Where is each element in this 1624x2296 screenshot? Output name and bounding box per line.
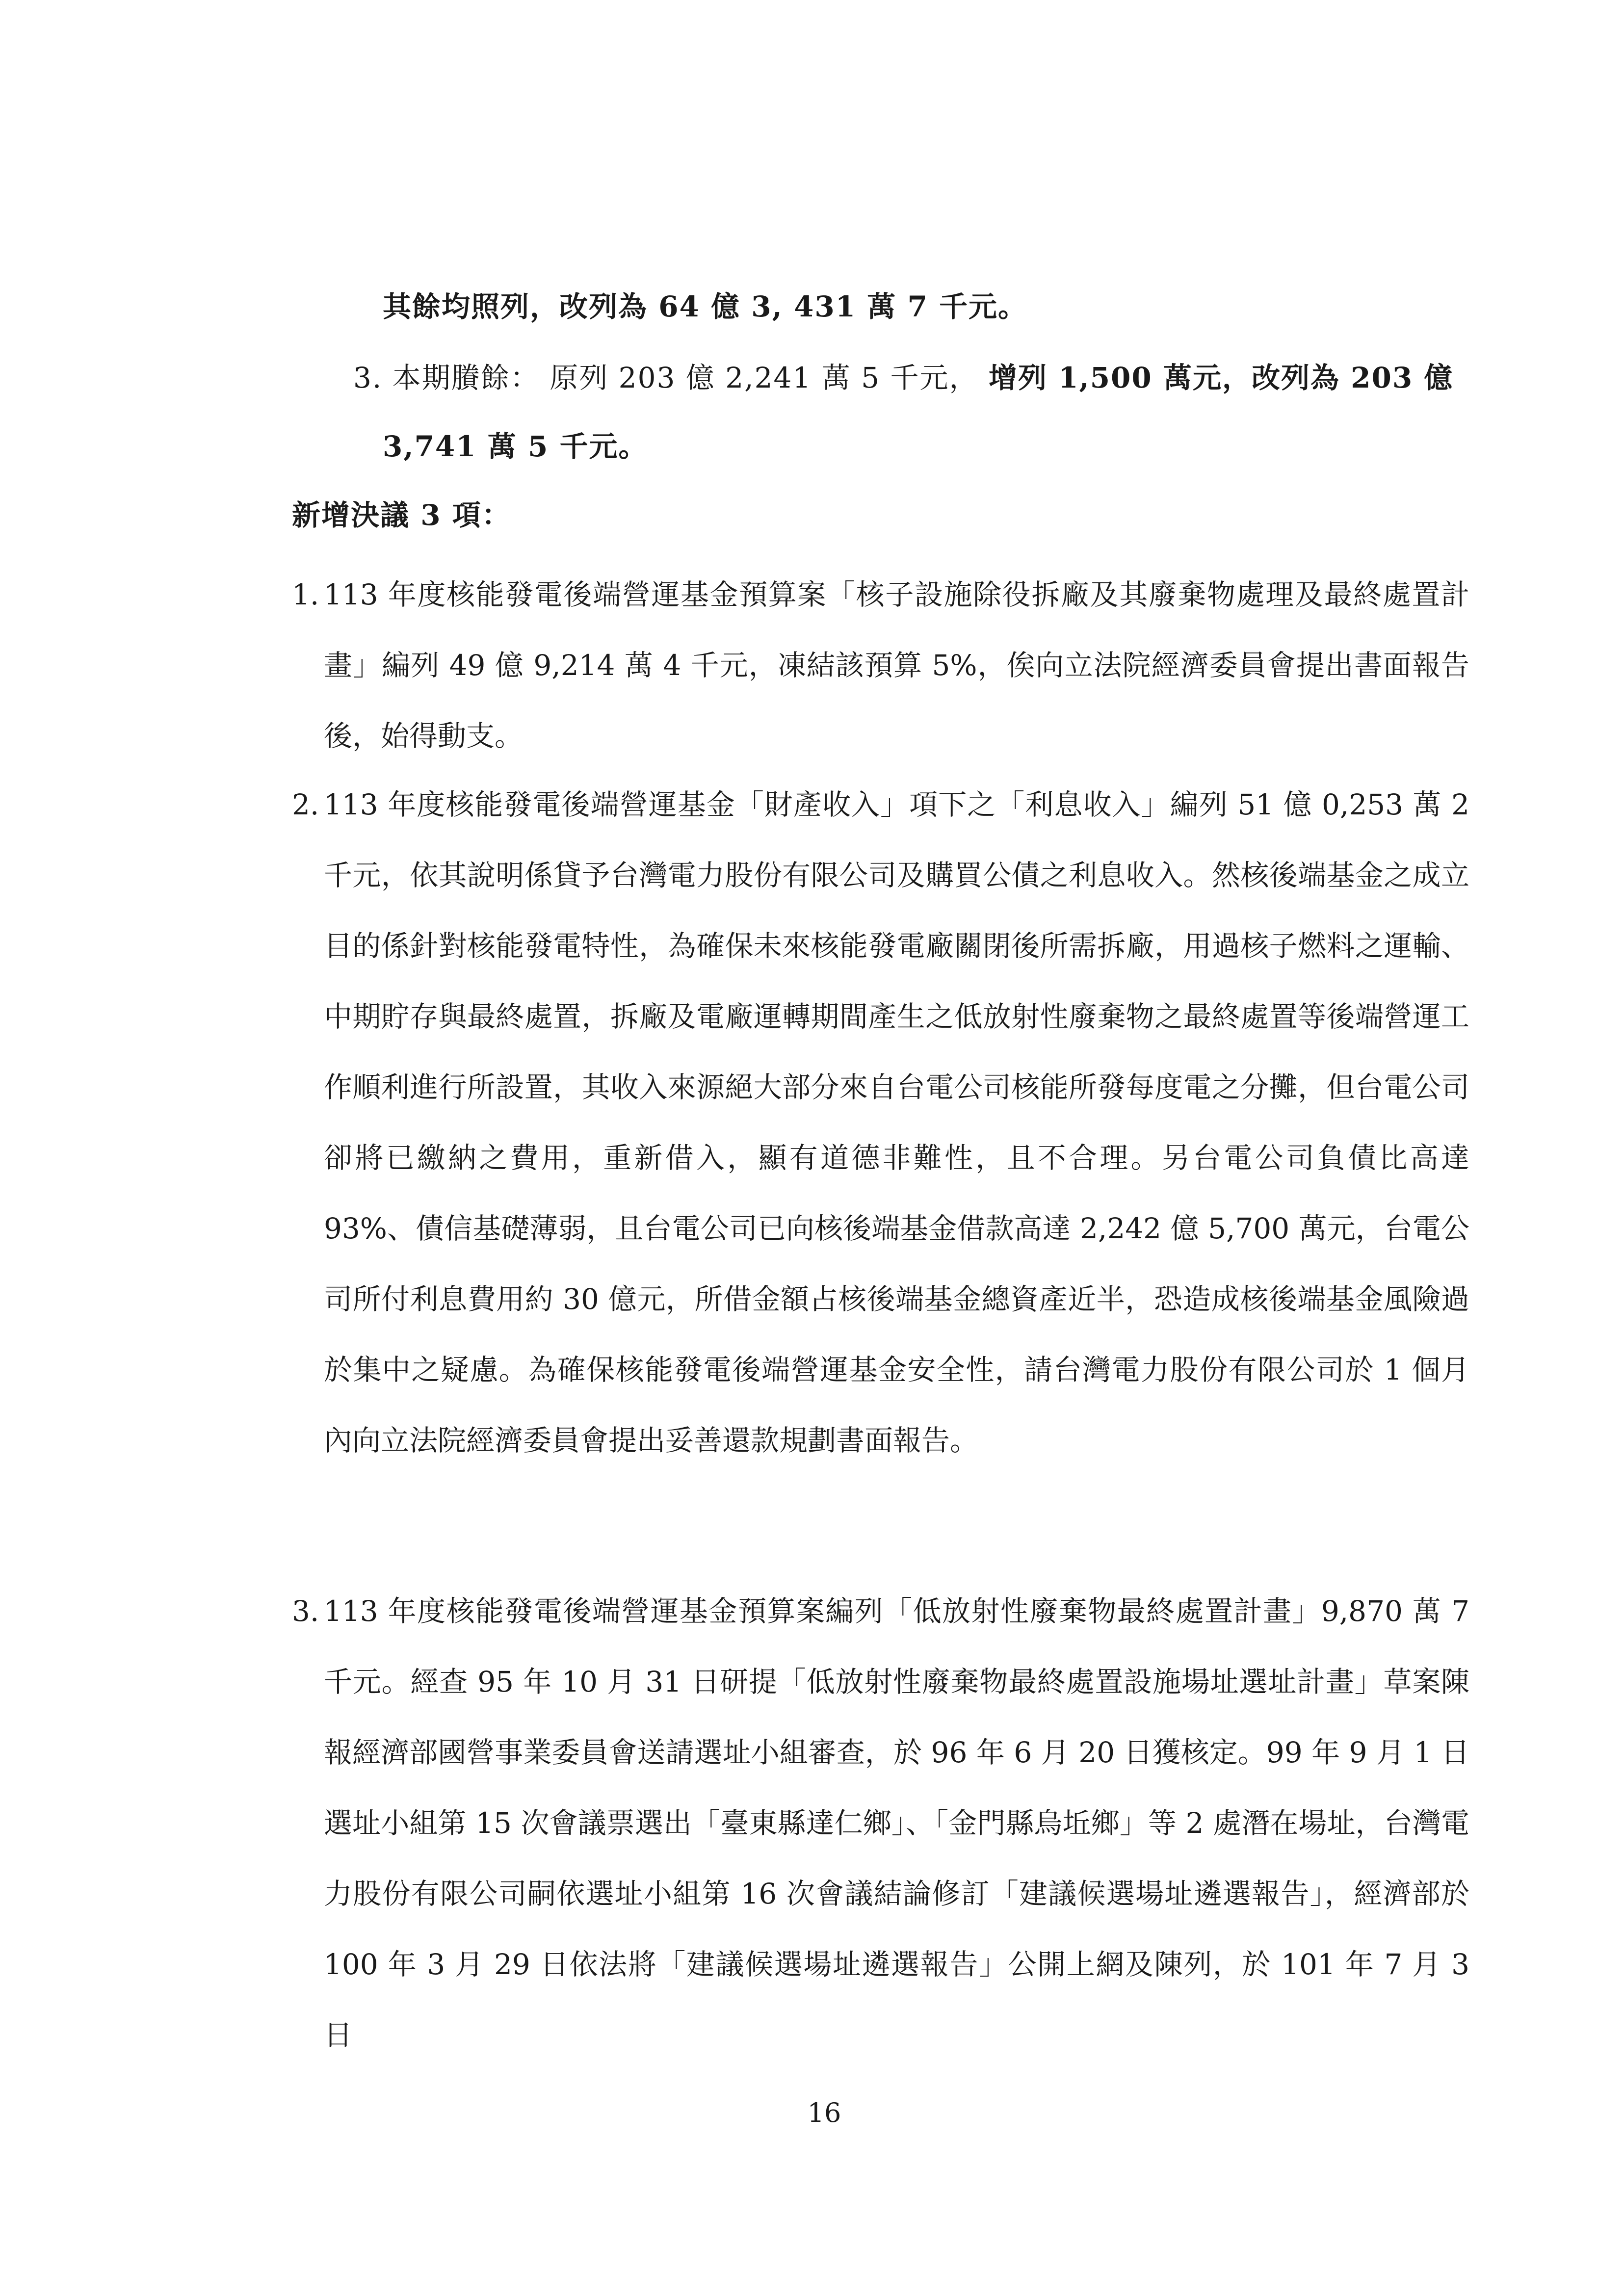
resolution-number: 3. [292,1594,319,1628]
item-3-label: 本期賸餘： [392,361,540,394]
resolution-text: 113 年度核能發電後端營運基金預算案「核子設施除役拆廠及其廢棄物處理及最終處置計畫」編列 49 億 9,214 萬 4 千元，凍結該預算 5%，俟向立法院經濟委員會提出書面報告後，始得動支。 [324,578,1469,753]
section-heading: 新增決議 3 項： [292,498,511,532]
resolution-number: 1. [292,578,319,611]
item-3-text-b: 增列 1,500 萬元，改列為 203 億 [988,361,1454,394]
resolution-text: 113 年度核能發電後端營運基金預算案編列「低放射性廢棄物最終處置計畫」9,870 萬 7 千元。經查 95 年 10 月 31 日研提「低放射性廢棄物最終處置設施場址選址計畫」草案陳報經濟部國營事業委員會送請選址小組審查，於 96 年 6 月 20 日獲核定。99 年 9 月 1 日選址小組第 15 次會議票選出「臺東縣達仁鄉」、「金門縣烏坵鄉」等 2 處潛在場址，台灣電力股份有限公司嗣依選址小組第 16 次會議結論修訂「建議候選場址遴選報告」，經濟部於 100 年 3 月 29 日依法將「建議候選場址遴選報告」公開上網及陳列，於 101 年 7 月 3 日 [324,1594,1469,2052]
item-3-text-a: 原列 203 億 2,241 萬 5 千元， [550,361,979,394]
carryover-line: 其餘均照列，改列為 64 億 3, 431 萬 7 千元。 [383,290,1028,323]
resolution-number: 2. [292,788,319,821]
item-3-line-1 [353,358,1453,397]
resolution-text: 113 年度核能發電後端營運基金「財產收入」項下之「利息收入」編列 51 億 0,253 萬 2 千元，依其說明係貸予台灣電力股份有限公司及購買公債之利息收入。然核後端基金之成立目的係針對核能發電特性，為確保未來核能發電廠關閉後所需拆廠，用過核子燃料之運輸、中期貯存與最終處置，拆廠及電廠運轉期間產生之低放射性廢棄物之最終處置等後端營運工作順利進行所設置，其收入來源絕大部分來自台電公司核能所發每度電之分攤，但台電公司卻將已繳納之費用，重新借入，顯有道德非難性，且不合理。另台電公司負債比高達 93%、債信基礎薄弱，且台電公司已向核後端基金借款高達 2,242 億 5,700 萬元，台電公司所付利息費用約 30 億元，所借金額占核後端基金總資產近半，恐造成核後端基金風險過於集中之疑慮。為確保核能發電後端營運基金安全性，請台灣電力股份有限公司於 1 個月內向立法院經濟委員會提出妥善還款規劃書面報告。 [324,788,1469,1457]
resolution-3 [292,1576,1469,2070]
item-3-line-2: 3,741 萬 5 千元。 [383,430,648,463]
item-3-prefix: 3. [353,361,383,394]
resolution-2 [292,769,1469,1476]
resolution-1 [292,559,1469,771]
page-number: 16 [807,2097,841,2128]
